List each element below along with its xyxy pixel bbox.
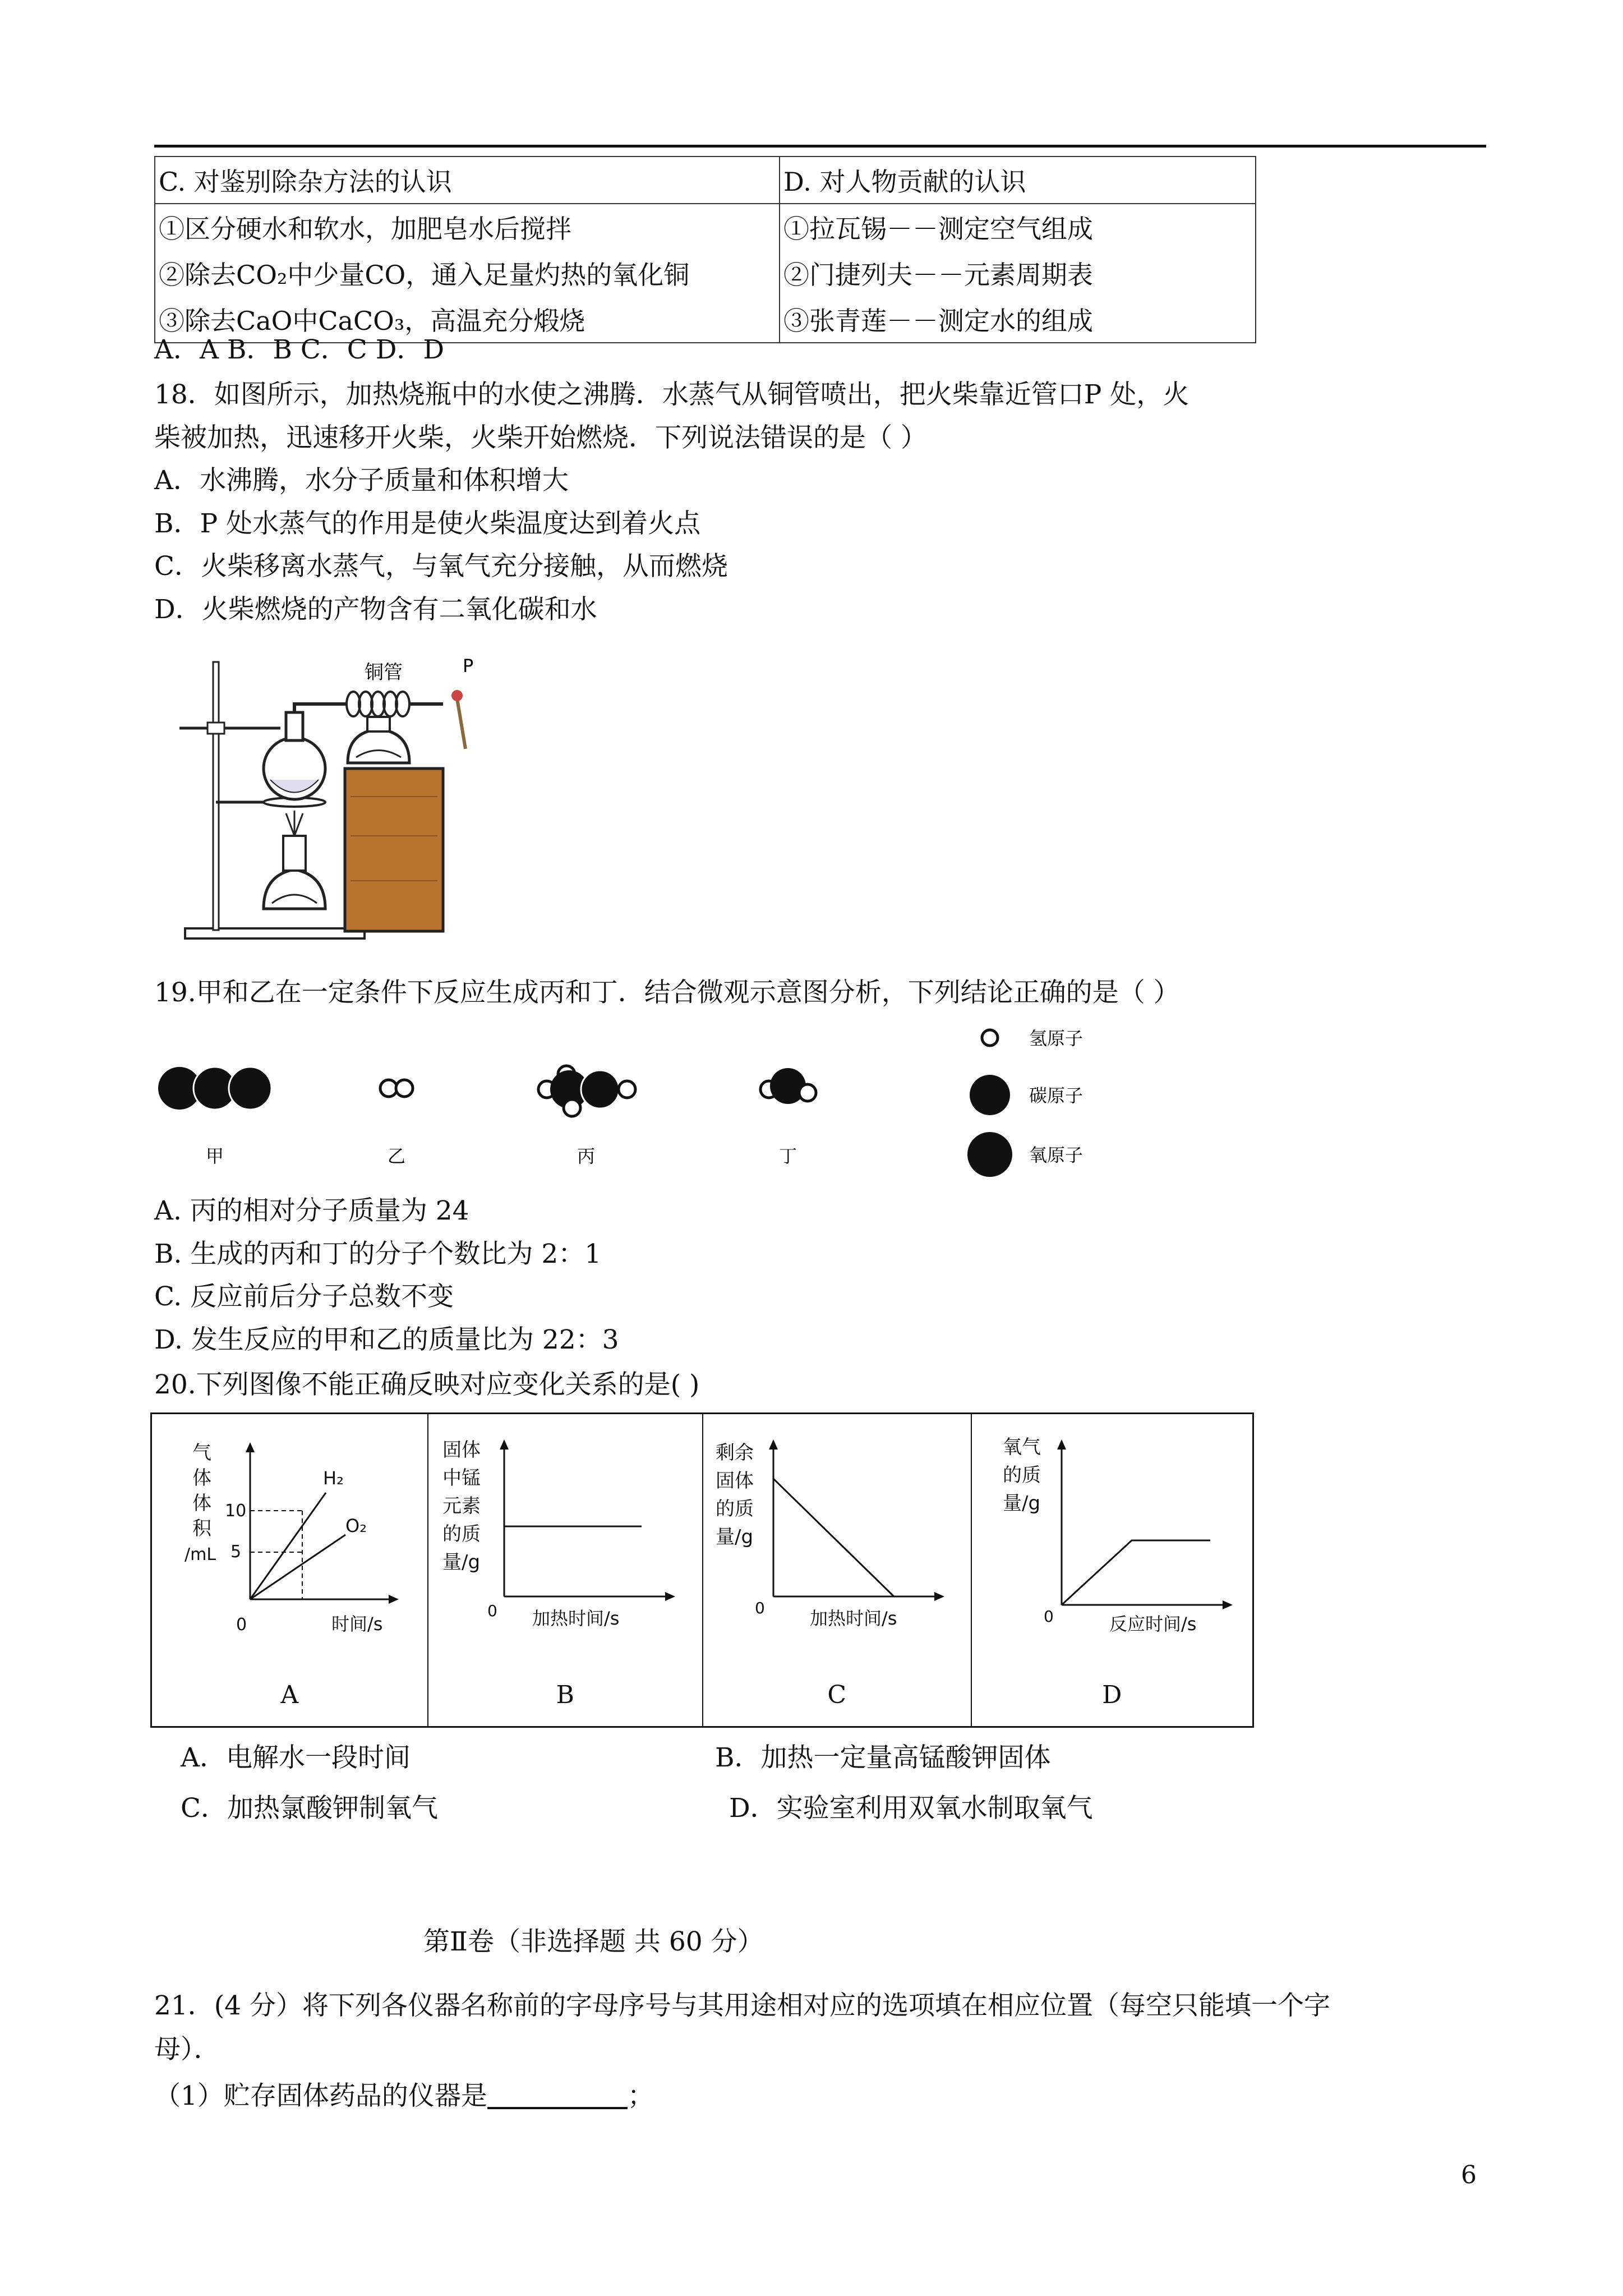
molecule-ding <box>760 1068 816 1104</box>
molecule-yi <box>380 1080 413 1097</box>
svg-text:固体: 固体 <box>716 1470 754 1492</box>
graph-label: C <box>827 1681 847 1709</box>
graph-label: A <box>280 1681 299 1709</box>
svg-text:元素: 元素 <box>442 1495 481 1517</box>
svg-text:5: 5 <box>230 1542 242 1562</box>
svg-text:量/g: 量/g <box>1002 1492 1040 1515</box>
q20-graph-a <box>152 1414 428 1726</box>
molecule-jia <box>158 1067 271 1110</box>
q18-option-d: D．火柴燃烧的产物含有二氧化碳和水 <box>154 594 597 625</box>
q17-option-table <box>154 156 1256 343</box>
svg-text:的质: 的质 <box>716 1498 754 1520</box>
tube-label: 铜管 <box>365 661 403 684</box>
q20-option-d: D．实验室利用双氧水制取氧气 <box>729 1793 1093 1824</box>
section-title: 第Ⅱ卷（非选择题 共 60 分） <box>423 1926 764 1957</box>
legend-oxygen: 氧原子 <box>1029 1144 1083 1166</box>
page-number: 6 <box>1461 2161 1477 2189</box>
q17-row-left: ②除去CO₂中少量CO，通入足量灼热的氧化铜 <box>155 250 780 296</box>
q17-row-left: ①区分硬水和软水，加肥皂水后搅拌 <box>155 204 780 250</box>
svg-text:固体: 固体 <box>442 1439 481 1461</box>
svg-text:剩余: 剩余 <box>716 1442 754 1464</box>
q21-item-1 <box>154 2082 654 2109</box>
wooden-block <box>345 769 443 931</box>
svg-text:H₂: H₂ <box>323 1467 344 1489</box>
q20-stem: 20.下列图像不能正确反映对应变化关系的是( ) <box>154 1369 700 1400</box>
q20-option-b: B．加热一定量高锰酸钾固体 <box>715 1742 1051 1773</box>
header-rule <box>154 145 1486 148</box>
q20-option-c: C．加热氯酸钾制氧气 <box>181 1793 438 1824</box>
molecule-label: 丁 <box>778 1145 797 1167</box>
q19-molecule-diagram <box>154 1015 1136 1184</box>
svg-text:加热时间/s: 加热时间/s <box>810 1608 897 1629</box>
molecule-label: 乙 <box>387 1145 406 1167</box>
svg-text:量/g: 量/g <box>442 1551 480 1573</box>
graph-label: D <box>1102 1681 1122 1709</box>
legend-carbon: 碳原子 <box>1029 1085 1083 1106</box>
molecule-label: 丙 <box>577 1145 596 1167</box>
q17-header-right: D. 对人物贡献的认识 <box>780 157 1256 204</box>
q18-apparatus-figure <box>179 651 527 942</box>
svg-text:10: 10 <box>225 1501 247 1521</box>
q19-option-d: D. 发生反应的甲和乙的质量比为 22：3 <box>154 1324 619 1355</box>
q19-option-c: C. 反应前后分子总数不变 <box>154 1281 454 1312</box>
q21-stem-line-2: 母）． <box>154 2034 220 2065</box>
svg-text:时间/s: 时间/s <box>331 1613 383 1635</box>
q20-graph-b <box>428 1414 704 1726</box>
series-line <box>1062 1540 1210 1605</box>
q17-row-right: ③张青莲－－测定水的组成 <box>780 296 1256 343</box>
svg-text:体: 体 <box>192 1492 211 1515</box>
svg-text:0: 0 <box>487 1602 497 1620</box>
q20-graph-c <box>703 1414 972 1726</box>
q18-stem-line-2: 柴被加热，迅速移开火柴，火柴开始燃烧．下列说法错误的是（ ） <box>154 422 927 453</box>
svg-text:/mL: /mL <box>185 1545 216 1565</box>
q17-row-right: ②门捷列夫－－元素周期表 <box>780 250 1256 296</box>
q19-stem: 19.甲和乙在一定条件下反应生成丙和丁．结合微观示意图分析，下列结论正确的是（ ） <box>154 977 1180 1008</box>
q18-option-b: B．P 处水蒸气的作用是使火柴温度达到着火点 <box>154 508 701 539</box>
legend-hydrogen: 氢原子 <box>1029 1028 1083 1049</box>
svg-text:O₂: O₂ <box>345 1515 367 1536</box>
svg-text:的质: 的质 <box>1002 1464 1041 1487</box>
svg-text:反应时间/s: 反应时间/s <box>1109 1613 1196 1635</box>
svg-text:中锰: 中锰 <box>442 1467 481 1489</box>
q18-stem-line-1: 18．如图所示，加热烧瓶中的水使之沸腾．水蒸气从铜管喷出，把火柴靠近管口P 处，火 <box>154 379 1189 410</box>
stand-base <box>185 928 365 938</box>
q17-header-left: C. 对鉴别除杂方法的认识 <box>155 157 780 204</box>
q21-stem-line-1: 21．(4 分）将下列各仪器名称前的字母序号与其用途相对应的选项填在相应位置（每空只能填一个字 <box>154 1990 1330 2021</box>
series-h2-line <box>250 1493 326 1599</box>
q17-row-right: ①拉瓦锡－－测定空气组成 <box>780 204 1256 250</box>
point-label: P <box>463 655 474 677</box>
q17-row-left: ③除去CaO中CaCO₃，高温充分煅烧 <box>155 296 780 343</box>
q20-option-a: A．电解水一段时间 <box>181 1742 411 1773</box>
series-line <box>773 1479 894 1596</box>
q19-option-b: B. 生成的丙和丁的分子个数比为 2：1 <box>154 1239 602 1269</box>
q21-item-1-suffix: ； <box>627 2081 654 2111</box>
svg-text:体: 体 <box>192 1467 211 1489</box>
svg-text:加热时间/s: 加热时间/s <box>532 1608 619 1629</box>
molecule-label: 甲 <box>205 1145 224 1167</box>
graph-label: B <box>556 1681 574 1709</box>
q18-option-c: C．火柴移离水蒸气，与氧气充分接触，从而燃烧 <box>154 551 728 582</box>
molecule-bing <box>538 1066 635 1116</box>
q21-item-1-prefix: （1）贮存固体药品的仪器是 <box>154 2081 487 2111</box>
answer-blank[interactable] <box>487 2082 628 2109</box>
svg-text:0: 0 <box>1043 1607 1054 1626</box>
q20-graph-d <box>972 1414 1252 1726</box>
svg-text:气: 气 <box>192 1442 211 1464</box>
q18-option-a: A．水沸腾，水分子质量和体积增大 <box>154 465 569 496</box>
q20-graph-grid <box>150 1412 1254 1728</box>
stand-rod <box>213 662 219 930</box>
series-o2-line <box>250 1535 345 1599</box>
svg-text:量/g: 量/g <box>716 1526 754 1548</box>
q17-choices: A．A B．B C．C D．D <box>154 334 445 365</box>
svg-text:0: 0 <box>755 1599 765 1617</box>
svg-text:积: 积 <box>192 1517 211 1540</box>
svg-text:的质: 的质 <box>442 1523 481 1545</box>
svg-text:0: 0 <box>236 1615 247 1635</box>
q19-option-a: A. 丙的相对分子质量为 24 <box>154 1195 469 1226</box>
svg-text:氧气: 氧气 <box>1002 1436 1041 1458</box>
